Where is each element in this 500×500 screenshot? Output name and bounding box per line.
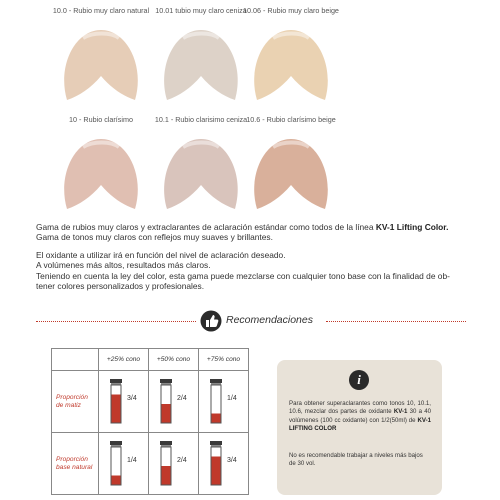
description-line: El oxidante a utilizar irá en función del nivel de aclaración deseado. (36, 249, 286, 260)
section-title: Recomendaciones (226, 314, 313, 326)
table-header-row (52, 349, 249, 371)
description-text: Gama de rubios muy claros y extraclarantes de aclaración estándar como todos de la línea (36, 222, 376, 232)
brand-name: KV-1 (393, 408, 408, 416)
hair-shape (164, 30, 238, 100)
info-note: No es recomendable trabajar a niveles más bajos de 30 vol. (289, 452, 423, 468)
row-header-line: Proporción (56, 393, 88, 401)
tube-cap (160, 379, 172, 383)
swatch-10 (46, 115, 156, 213)
swatch-label: 10 - Rubio clarísimo (69, 115, 133, 124)
tube-fill (211, 457, 221, 486)
swatch-label: 10.0 - Rubio muy claro natural (52, 6, 150, 15)
description-line (36, 222, 476, 232)
tube-fill (161, 466, 171, 485)
hair-swatch-image (153, 135, 249, 213)
color-tube-icon (159, 441, 173, 487)
info-icon: i (349, 370, 369, 390)
hair-swatch-image (243, 135, 339, 213)
description-line: Teniendo en cuenta la ley del color, esta gama puede mezclarse con cualquier tono base con la finalidad de ob- (36, 270, 450, 281)
tube-fill (111, 476, 121, 486)
info-box (277, 360, 442, 495)
description (36, 222, 476, 291)
table-cell (149, 433, 199, 495)
hair-swatch-image (243, 26, 339, 104)
dotted-divider (36, 321, 196, 322)
tube-fill (111, 395, 121, 424)
fraction-label: 1/4 (227, 395, 237, 402)
hair-swatch-image (153, 26, 249, 104)
thumbs-up-icon (200, 310, 222, 332)
info-text (289, 400, 431, 433)
row-header (52, 433, 99, 495)
table-cell (99, 433, 149, 495)
row-header (52, 371, 99, 433)
swatch-label: 10.1 - Rubio clarisimo ceniza (154, 115, 248, 124)
hair-shape (254, 139, 328, 209)
hair-shape (64, 139, 138, 209)
recommendations-header (36, 310, 466, 332)
info-text-part: 30 a 40 volúmenes (100 cc oxidante) con 1/2(50ml) de (289, 408, 431, 424)
swatch-label: 10.6 - Rubio clarísimo beige (246, 115, 336, 124)
fraction-label: 2/4 (177, 395, 187, 402)
brand-name: KV-1 LIFTING COLOR (289, 416, 431, 432)
swatch-label: 10.01 tubio muy claro ceniza (155, 6, 247, 15)
swatch-10-06 (236, 6, 346, 104)
hair-swatch-image (53, 26, 149, 104)
description-line: Gama de tonos muy claros con reflejos muy suaves y brillantes. (36, 232, 273, 243)
hair-shape (164, 139, 238, 209)
swatch-label: 10.06 - Rubio muy claro beige (243, 6, 339, 15)
description-line: A volúmenes más altos, resultados más claros. (36, 260, 211, 271)
row-header-line: Proporción (56, 455, 88, 463)
dotted-divider (326, 321, 466, 322)
hair-shape (64, 30, 138, 100)
fraction-label: 3/4 (227, 457, 237, 464)
swatch-10-0 (46, 6, 156, 104)
tube-cap (210, 379, 222, 383)
table-cell (99, 371, 149, 433)
column-header: +50% cono (149, 349, 199, 371)
fraction-label: 3/4 (127, 395, 137, 402)
tube-cap (160, 441, 172, 445)
recommendations-table (51, 348, 249, 495)
table-row (52, 371, 249, 433)
table-cell (149, 371, 199, 433)
color-tube-icon (209, 441, 223, 487)
table-row (52, 433, 249, 495)
fraction-label: 2/4 (177, 457, 187, 464)
tube-cap (110, 441, 122, 445)
table-corner-cell (52, 349, 99, 371)
color-tube-icon (109, 379, 123, 425)
swatch-10-6 (236, 115, 346, 213)
info-text-part: Para obtener superaclarantes como tonos 10, 10.1, 10.6, mezclar dos partes de oxidante (289, 400, 431, 416)
tube-fill (161, 404, 171, 423)
table-cell (199, 433, 249, 495)
tube-cap (210, 441, 222, 445)
row-header-line: de matiz (56, 401, 81, 409)
hair-swatch-image (53, 135, 149, 213)
description-line: tener colores personalizados y profesionales. (36, 281, 205, 292)
table-cell (199, 371, 249, 433)
color-tube-icon (159, 379, 173, 425)
color-tube-icon (209, 379, 223, 425)
fraction-label: 1/4 (127, 457, 137, 464)
swatch-grid (0, 0, 500, 215)
row-header-line: base natural (56, 463, 93, 471)
brand-name: KV-1 Lifting Color. (375, 222, 449, 232)
hair-shape (254, 30, 328, 100)
tube-cap (110, 379, 122, 383)
column-header: +75% cono (199, 349, 249, 371)
column-header: +25% cono (99, 349, 149, 371)
tube-fill (211, 414, 221, 424)
color-tube-icon (109, 441, 123, 487)
